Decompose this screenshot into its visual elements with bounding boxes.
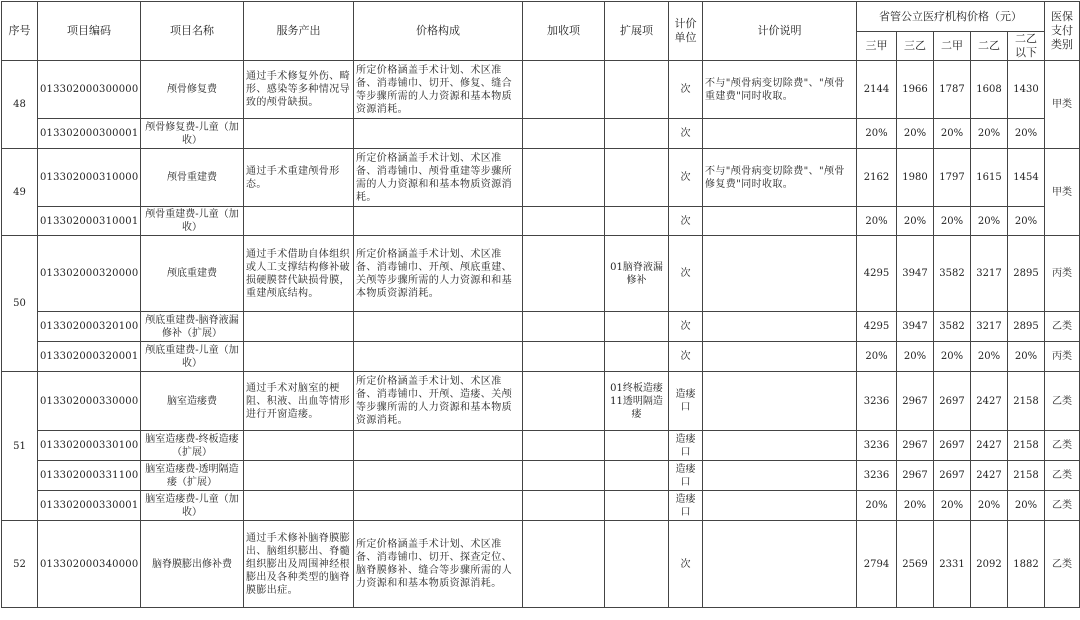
name-cell: 脑室造瘘费 <box>141 372 244 431</box>
output-cell: 通过手术重建颅骨形态。 <box>244 149 354 207</box>
name-cell: 脑脊膜膨出修补费 <box>141 521 244 608</box>
unit-cell: 次 <box>669 207 703 236</box>
name-cell: 颅骨重建费-儿童（加收） <box>141 207 244 236</box>
output-cell <box>244 312 354 342</box>
addon-cell <box>523 372 605 431</box>
price-cell: 20% <box>897 207 934 236</box>
unit-cell: 造瘘口 <box>669 461 703 491</box>
code-cell: 013302000320100 <box>38 312 141 342</box>
price-cell: 2427 <box>971 461 1008 491</box>
price-cell: 3582 <box>934 312 971 342</box>
seq-cell: 49 <box>2 149 38 236</box>
table-row <box>2 312 1080 342</box>
header-seq: 序号 <box>2 2 38 61</box>
composition-cell <box>354 312 523 342</box>
price-cell: 2895 <box>1008 236 1045 312</box>
header-code: 项目编码 <box>38 2 141 61</box>
composition-cell: 所定价格涵盖手术计划、术区准备、消毒铺巾、切开、探查定位、脑脊膜修补、缝合等步骤所需的人力资源和和基本物质资源消耗。 <box>354 521 523 608</box>
extension-cell: 01脑脊液漏修补 <box>605 236 669 312</box>
composition-cell: 所定价格涵盖手术计划、术区准备、消毒铺巾、开颅、颅底重建、关颅等步骤所需的人力资源和和基本物质资源消耗。 <box>354 236 523 312</box>
header-output: 服务产出 <box>244 2 354 61</box>
unit-cell: 造瘘口 <box>669 372 703 431</box>
note-cell: 不与"颅骨病变切除费"、"颅骨重建费"同时收取。 <box>703 61 857 119</box>
output-cell <box>244 461 354 491</box>
unit-cell: 次 <box>669 149 703 207</box>
note-cell <box>703 461 857 491</box>
composition-cell <box>354 491 523 521</box>
header-composition: 价格构成 <box>354 2 523 61</box>
code-cell: 013302000330001 <box>38 491 141 521</box>
price-cell: 2144 <box>857 61 897 119</box>
price-cell: 2697 <box>934 431 971 461</box>
price-cell: 2158 <box>1008 372 1045 431</box>
composition-cell <box>354 119 523 149</box>
category-cell: 乙类 <box>1045 521 1080 608</box>
addon-cell <box>523 491 605 521</box>
unit-cell: 次 <box>669 61 703 119</box>
code-cell: 013302000300001 <box>38 119 141 149</box>
composition-cell <box>354 431 523 461</box>
header-price-group: 省管公立医疗机构价格（元） <box>857 2 1045 32</box>
price-cell: 1615 <box>971 149 1008 207</box>
addon-cell <box>523 342 605 372</box>
name-cell: 颅底重建费-脑脊液漏修补（扩展） <box>141 312 244 342</box>
table-row <box>2 491 1080 521</box>
price-cell: 20% <box>857 491 897 521</box>
price-cell: 20% <box>971 491 1008 521</box>
note-cell <box>703 372 857 431</box>
addon-cell <box>523 61 605 119</box>
name-cell: 脑室造瘘费-透明隔造瘘（扩展） <box>141 461 244 491</box>
price-cell: 1966 <box>897 61 934 119</box>
extension-cell <box>605 461 669 491</box>
category-cell: 丙类 <box>1045 342 1080 372</box>
unit-cell: 次 <box>669 342 703 372</box>
composition-cell: 所定价格涵盖手术计划、术区准备、消毒铺巾、切开、修复、缝合等步骤所需的人力资源和基本物质资源消耗。 <box>354 61 523 119</box>
unit-cell: 次 <box>669 312 703 342</box>
price-cell: 4295 <box>857 312 897 342</box>
name-cell: 脑室造瘘费-儿童（加收） <box>141 491 244 521</box>
price-cell: 2162 <box>857 149 897 207</box>
seq-cell: 52 <box>2 521 38 608</box>
note-cell <box>703 312 857 342</box>
table-row <box>2 207 1080 236</box>
extension-cell <box>605 207 669 236</box>
price-cell: 3217 <box>971 236 1008 312</box>
table-row <box>2 149 1080 207</box>
category-cell: 乙类 <box>1045 312 1080 342</box>
output-cell: 通过手术对脑室的梗阻、积液、出血等情形进行开窗造瘘。 <box>244 372 354 431</box>
name-cell: 颅底重建费-儿童（加收） <box>141 342 244 372</box>
price-cell: 2158 <box>1008 461 1045 491</box>
extension-cell <box>605 61 669 119</box>
code-cell: 013302000310000 <box>38 149 141 207</box>
output-cell <box>244 491 354 521</box>
name-cell: 颅骨修复费-儿童（加收） <box>141 119 244 149</box>
name-cell: 颅底重建费 <box>141 236 244 312</box>
code-cell: 013302000320000 <box>38 236 141 312</box>
code-cell: 013302000330000 <box>38 372 141 431</box>
price-cell: 20% <box>1008 207 1045 236</box>
header-addon: 加收项 <box>523 2 605 61</box>
extension-cell <box>605 342 669 372</box>
price-cell: 20% <box>934 207 971 236</box>
header-level: 三甲 <box>857 32 897 61</box>
price-cell: 20% <box>857 342 897 372</box>
category-cell: 丙类 <box>1045 236 1080 312</box>
output-cell: 通过手术修补脑脊膜膨出、脑组织膨出、脊髓组织膨出及周围神经根膨出及各种类型的脑脊膜膨出症。 <box>244 521 354 608</box>
header-level: 二甲 <box>934 32 971 61</box>
name-cell: 颅骨重建费 <box>141 149 244 207</box>
note-cell: 不与"颅骨病变切除费"、"颅骨修复费"同时收取。 <box>703 149 857 207</box>
price-cell: 2967 <box>897 461 934 491</box>
price-cell: 1430 <box>1008 61 1045 119</box>
price-cell: 20% <box>1008 491 1045 521</box>
note-cell <box>703 491 857 521</box>
price-cell: 2427 <box>971 372 1008 431</box>
unit-cell: 次 <box>669 521 703 608</box>
addon-cell <box>523 461 605 491</box>
table-row <box>2 372 1080 431</box>
header-extension: 扩展项 <box>605 2 669 61</box>
price-cell: 3236 <box>857 372 897 431</box>
extension-cell <box>605 312 669 342</box>
price-cell: 1608 <box>971 61 1008 119</box>
header-note: 计价说明 <box>703 2 857 61</box>
addon-cell <box>523 119 605 149</box>
addon-cell <box>523 521 605 608</box>
table-row <box>2 461 1080 491</box>
category-cell: 乙类 <box>1045 461 1080 491</box>
seq-cell: 50 <box>2 236 38 372</box>
code-cell: 013302000320001 <box>38 342 141 372</box>
price-cell: 2158 <box>1008 431 1045 461</box>
addon-cell <box>523 431 605 461</box>
table-row <box>2 61 1080 119</box>
note-cell <box>703 236 857 312</box>
price-cell: 20% <box>971 119 1008 149</box>
price-cell: 2967 <box>897 372 934 431</box>
note-cell <box>703 431 857 461</box>
price-cell: 20% <box>971 207 1008 236</box>
name-cell: 脑室造瘘费-终板造瘘（扩展） <box>141 431 244 461</box>
output-cell <box>244 431 354 461</box>
output-cell: 通过手术修复外伤、畸形、感染等多种情况导致的颅骨缺损。 <box>244 61 354 119</box>
price-cell: 3236 <box>857 461 897 491</box>
note-cell <box>703 207 857 236</box>
price-cell: 2895 <box>1008 312 1045 342</box>
table-row <box>2 236 1080 312</box>
note-cell <box>703 119 857 149</box>
price-cell: 1787 <box>934 61 971 119</box>
price-cell: 20% <box>897 119 934 149</box>
price-cell: 20% <box>934 491 971 521</box>
unit-cell: 造瘘口 <box>669 491 703 521</box>
output-cell <box>244 342 354 372</box>
category-cell: 乙类 <box>1045 372 1080 431</box>
price-cell: 20% <box>1008 119 1045 149</box>
code-cell: 013302000300000 <box>38 61 141 119</box>
price-cell: 1980 <box>897 149 934 207</box>
extension-cell <box>605 149 669 207</box>
category-cell: 乙类 <box>1045 491 1080 521</box>
price-cell: 20% <box>897 342 934 372</box>
seq-cell: 48 <box>2 61 38 149</box>
composition-cell: 所定价格涵盖手术计划、术区准备、消毒铺巾、开颅、造瘘、关颅等步骤所需的人力资源和基本物质资源消耗。 <box>354 372 523 431</box>
addon-cell <box>523 207 605 236</box>
table-row <box>2 431 1080 461</box>
price-cell: 4295 <box>857 236 897 312</box>
price-cell: 20% <box>1008 342 1045 372</box>
unit-cell: 造瘘口 <box>669 431 703 461</box>
extension-cell <box>605 521 669 608</box>
note-cell <box>703 521 857 608</box>
price-cell: 1797 <box>934 149 971 207</box>
addon-cell <box>523 312 605 342</box>
output-cell: 通过手术借助自体组织或人工支撑结构修补破损硬膜替代缺损骨膜，重建颅底结构。 <box>244 236 354 312</box>
table-row <box>2 521 1080 608</box>
price-cell: 2697 <box>934 372 971 431</box>
price-cell: 3236 <box>857 431 897 461</box>
unit-cell: 次 <box>669 236 703 312</box>
code-cell: 013302000310001 <box>38 207 141 236</box>
price-cell: 3947 <box>897 312 934 342</box>
table-row <box>2 342 1080 372</box>
unit-cell: 次 <box>669 119 703 149</box>
extension-cell: 01终板造瘘 11透明隔造瘘 <box>605 372 669 431</box>
extension-cell <box>605 431 669 461</box>
price-cell: 20% <box>934 342 971 372</box>
name-cell: 颅骨修复费 <box>141 61 244 119</box>
output-cell <box>244 207 354 236</box>
addon-cell <box>523 149 605 207</box>
price-cell: 1882 <box>1008 521 1045 608</box>
price-cell: 20% <box>857 119 897 149</box>
code-cell: 013302000330100 <box>38 431 141 461</box>
header-insurance: 医保支付类别 <box>1045 2 1080 61</box>
composition-cell <box>354 342 523 372</box>
seq-cell: 51 <box>2 372 38 521</box>
output-cell <box>244 119 354 149</box>
table-row <box>2 119 1080 149</box>
price-cell: 2967 <box>897 431 934 461</box>
code-cell: 013302000331100 <box>38 461 141 491</box>
price-cell: 2331 <box>934 521 971 608</box>
price-cell: 2697 <box>934 461 971 491</box>
category-cell: 甲类 <box>1045 61 1080 149</box>
composition-cell <box>354 207 523 236</box>
price-cell: 2427 <box>971 431 1008 461</box>
note-cell <box>703 342 857 372</box>
extension-cell <box>605 119 669 149</box>
category-cell: 甲类 <box>1045 149 1080 236</box>
price-cell: 3582 <box>934 236 971 312</box>
header-unit: 计价单位 <box>669 2 703 61</box>
composition-cell: 所定价格涵盖手术计划、术区准备、消毒铺巾、颅骨重建等步骤所需的人力资源和和基本物质资源消耗。 <box>354 149 523 207</box>
price-cell: 20% <box>857 207 897 236</box>
price-cell: 20% <box>897 491 934 521</box>
header-level: 二乙以下 <box>1008 32 1045 61</box>
price-cell: 20% <box>934 119 971 149</box>
composition-cell <box>354 461 523 491</box>
price-cell: 3217 <box>971 312 1008 342</box>
category-cell: 乙类 <box>1045 431 1080 461</box>
price-cell: 2569 <box>897 521 934 608</box>
price-cell: 20% <box>971 342 1008 372</box>
price-table <box>1 1 1080 608</box>
header-name: 项目名称 <box>141 2 244 61</box>
header-level: 二乙 <box>971 32 1008 61</box>
price-cell: 1454 <box>1008 149 1045 207</box>
price-cell: 2092 <box>971 521 1008 608</box>
price-cell: 2794 <box>857 521 897 608</box>
code-cell: 013302000340000 <box>38 521 141 608</box>
header-level: 三乙 <box>897 32 934 61</box>
addon-cell <box>523 236 605 312</box>
price-cell: 3947 <box>897 236 934 312</box>
extension-cell <box>605 491 669 521</box>
